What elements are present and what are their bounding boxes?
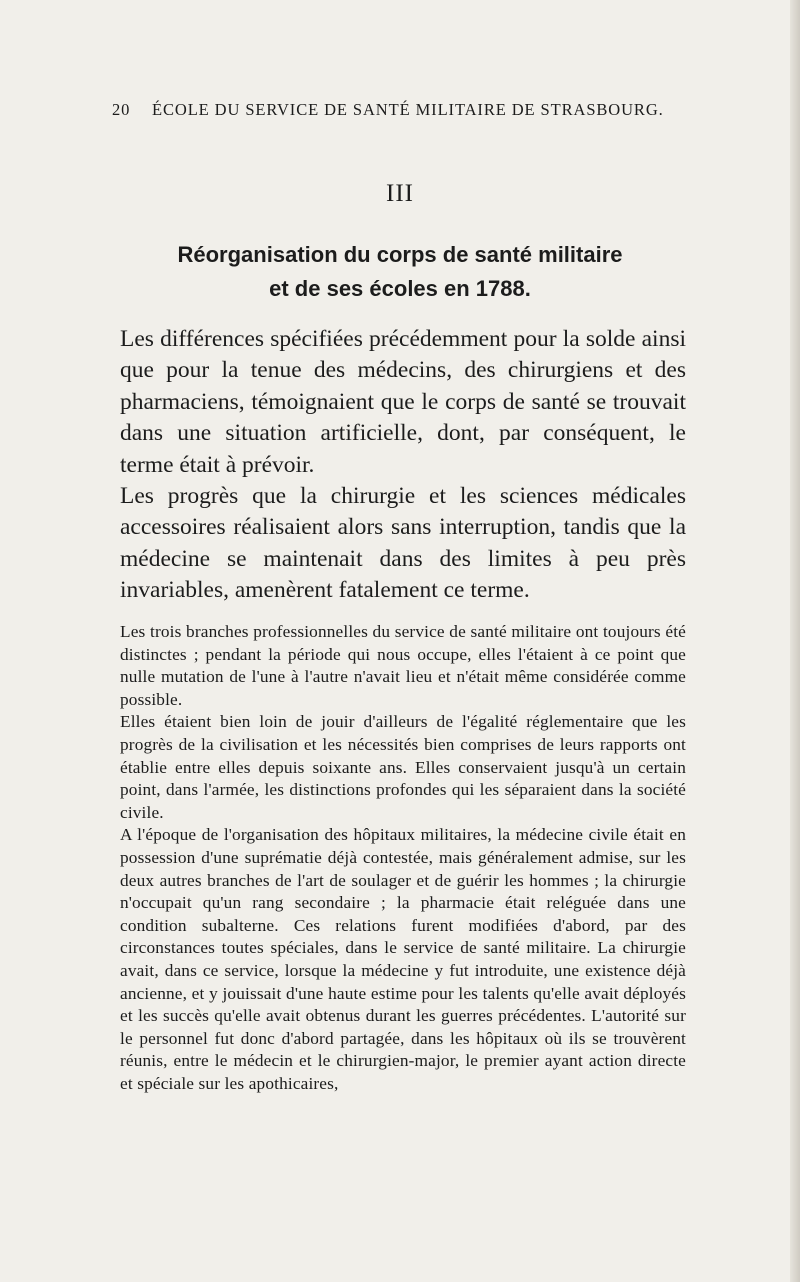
section-number: III	[386, 180, 414, 207]
body-text	[120, 621, 686, 1095]
section-title-line-1: Réorganisation du corps de santé militaire	[177, 242, 623, 267]
section-title	[0, 238, 800, 306]
intro-paragraph: Les progrès que la chirurgie et les sciences médicales accessoires réalisaient alors sans interruption, tandis que la médecine se maintenait dans des limites à peu près invariables, amenèrent fatalement ce terme.	[120, 483, 686, 604]
body-paragraph: Les trois branches professionnelles du service de santé militaire ont toujours été distinctes ; pendant la période qui nous occupe, elles l'étaient à ce point que nulle mutation de l'une à l'autre n'avait lieu et n'était même considérée comme possible.	[120, 622, 686, 709]
intro-text	[120, 324, 686, 607]
page-number: 20	[112, 100, 131, 119]
page-edge	[790, 0, 800, 1282]
running-header	[112, 100, 712, 120]
body-paragraph: Elles étaient bien loin de jouir d'ailleurs de l'égalité réglementaire que les progrès de la civilisation et les nécessités bien comprises de leurs rapports ont établie entre elles depuis soixante ans. Elles conservaient jusqu'à un certain point, dans l'armée, les distinctions profondes qui les séparaient dans la société civile.	[120, 712, 686, 822]
running-title: ÉCOLE DU SERVICE DE SANTÉ MILITAIRE DE STRASBOURG.	[152, 100, 664, 119]
intro-paragraph: Les différences spécifiées précédemment pour la solde ainsi que pour la tenue des médecins, des chirurgiens et des pharmaciens, témoignaient que le corps de santé se trouvait dans une situation artificielle, dont, par conséquent, le terme était à prévoir.	[120, 326, 686, 478]
body-paragraph: A l'époque de l'organisation des hôpitaux militaires, la médecine civile était en possession d'une suprématie déjà contestée, mais généralement admise, sur les deux autres branches de l'art de soulager et de guérir les hommes ; la chirurgie n'occupait qu'un rang secondaire ; la pharmacie était reléguée dans une condition subalterne. Ces relations furent modifiées d'abord, par des circonstances toutes spéciales, dans le service de santé militaire. La chirurgie avait, dans ce service, lorsque la médecine y fut introduite, une existence déjà ancienne, et y jouissait d'une haute estime pour les talents qu'elle avait déployés et les succès qu'elle avait obtenus durant les guerres précédentes. L'autorité sur le personnel fut donc d'abord partagée, dans les hôpitaux où ils se trouvèrent réunis, entre le médecin et le chirurgien-major, le premier ayant action directe et spéciale sur les apothicaires,	[120, 825, 686, 1093]
section-title-line-2: et de ses écoles en 1788.	[269, 276, 531, 301]
